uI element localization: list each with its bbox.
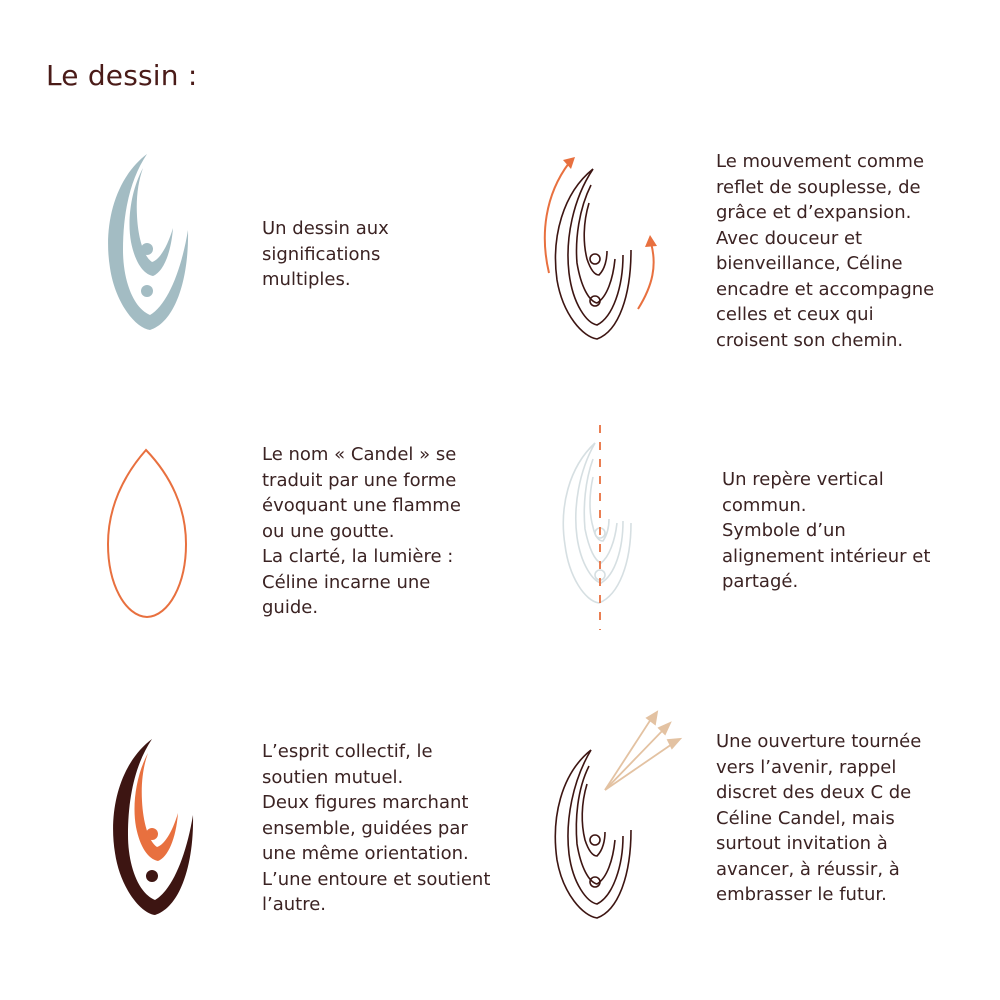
outline-logo-with-arrows-icon bbox=[535, 155, 665, 345]
brown-orange-flame-logo-icon bbox=[110, 735, 200, 920]
vertical-axis-logo-icon bbox=[555, 425, 645, 630]
page-title: Le dessin : bbox=[46, 58, 198, 92]
text-block-6: Une ouverture tournée vers l’avenir, rappel discret des deux C de Céline Candel, mais surtout invitation à avancer, à réussir, à embrasser le futur. bbox=[716, 731, 922, 905]
text-block-1: Un dessin aux significations multiples. bbox=[262, 218, 389, 290]
text-block-5: L’esprit collectif, le soutien mutuel. Deux figures marchant ensemble, guidées par une même orientation. L’une entoure et soutient l’autre. bbox=[262, 741, 491, 915]
flame-drop-outline-icon bbox=[105, 448, 190, 620]
outline-logo-with-rays-icon bbox=[545, 710, 685, 925]
text-block-4: Un repère vertical commun. Symbole d’un alignement intérieur et partagé. bbox=[722, 469, 931, 592]
text-block-3: Le nom « Candel » se traduit par une forme évoquant une flamme ou une goutte. La clarté, la lumière : Céline incarne une guide. bbox=[262, 444, 461, 618]
text-block-2: Le mouvement comme reflet de souplesse, de grâce et d’expansion. Avec douceur et bienveillance, Céline encadre et accompagne celles et ceux qui croisent son chemin. bbox=[716, 151, 935, 351]
grey-blue-flame-logo-icon bbox=[105, 150, 195, 335]
